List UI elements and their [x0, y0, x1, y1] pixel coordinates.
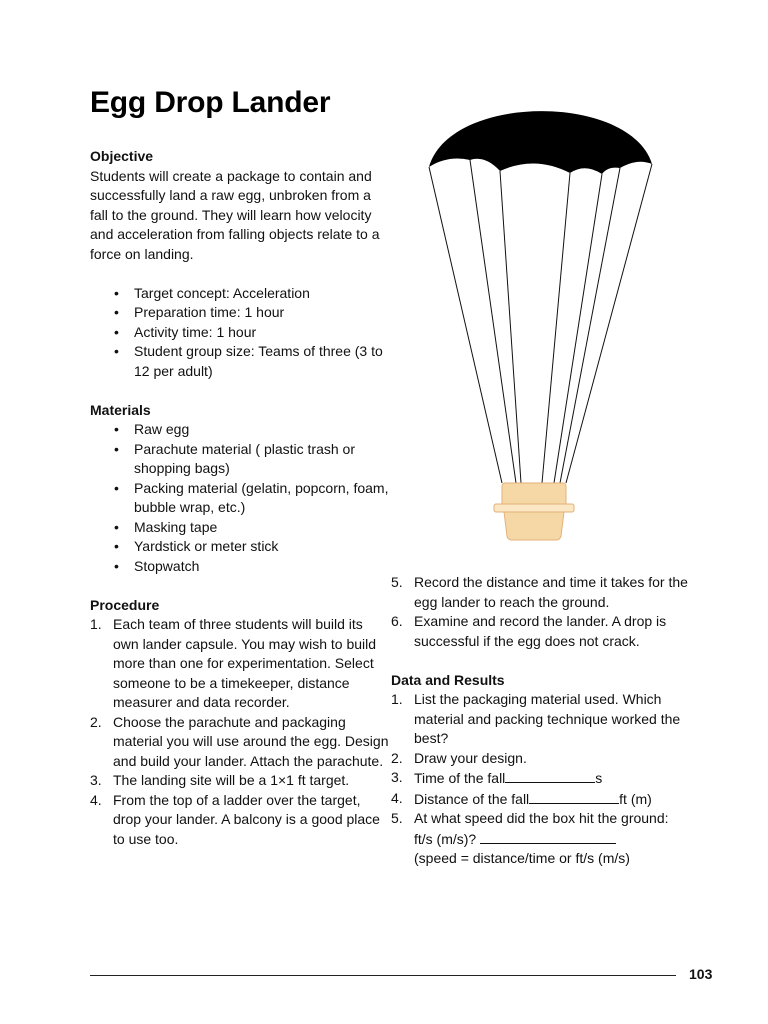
item-text: List the packaging material used. Which material and packing technique worked the best?: [414, 691, 681, 746]
item-number: 2.: [391, 749, 403, 766]
item-text: Draw your design.: [414, 749, 527, 766]
step-text: Each team of three students will build its own lander capsule. You may wish to build more than one for experimentation. Select someone to be a timekeeper, distance measurer and data recorder.: [113, 616, 377, 710]
list-item: • Packing material (gelatin, popcorn, foam, bubble wrap, etc.): [114, 479, 390, 518]
list-item: • Parachute material ( plastic trash or shopping bags): [114, 440, 390, 479]
procedure-step: [391, 573, 691, 612]
procedure-step: [90, 771, 390, 791]
list-item: • Yardstick or meter stick: [114, 537, 390, 557]
step-text: Choose the parachute and packaging material you will use around the egg. Design and build your lander. Attach the parachute.: [113, 713, 389, 769]
page-number: 103: [689, 966, 713, 982]
list-item: • Raw egg: [114, 420, 390, 440]
parachute-canopy: [429, 111, 652, 174]
result-item: [391, 690, 691, 749]
data-results-heading: Data and Results: [391, 671, 505, 688]
list-item: • Activity time: 1 hour: [114, 323, 390, 343]
list-item: • Preparation time: 1 hour: [114, 303, 390, 323]
lander-box-top: [502, 483, 566, 507]
item-number: 5.: [391, 810, 403, 826]
procedure-steps: [90, 615, 390, 849]
unit-label: ft (m): [619, 790, 652, 807]
item-number: 3.: [391, 769, 403, 785]
page-title: Egg Drop Lander: [90, 86, 331, 119]
item-text: At what speed did the box hit the ground:: [414, 810, 669, 826]
footer-rule: [90, 975, 676, 976]
lander-box-rim: [494, 504, 574, 512]
objective-bullets: [90, 284, 390, 382]
procedure-step: [391, 612, 691, 651]
procedure-step: [90, 791, 390, 850]
item-text: Distance of the fall: [414, 790, 530, 807]
lander-box-bottom: [504, 512, 564, 540]
step-number: 2.: [90, 713, 102, 730]
parachute-shroud-lines: [429, 160, 652, 483]
distance-blank[interactable]: [529, 789, 619, 804]
step-number: 3.: [90, 772, 102, 788]
materials-heading: Materials: [90, 401, 151, 418]
step-text: From the top of a ladder over the target, drop your lander. A balcony is a good place to use too.: [113, 791, 380, 847]
objective-heading: Objective: [90, 148, 154, 164]
materials-list: [90, 420, 390, 576]
step-number: 4.: [90, 791, 102, 808]
result-item: [391, 809, 691, 869]
result-item: [391, 789, 691, 810]
item-text: Time of the fall: [414, 770, 506, 786]
item-text: (speed = distance/time or ft/s (m/s): [414, 850, 630, 866]
step-text: Examine and record the lander. A drop is successful if the egg does not crack.: [414, 613, 667, 649]
time-blank[interactable]: [505, 768, 595, 783]
list-item: • Student group size: Teams of three (3 to 12 per adult): [114, 342, 390, 381]
data-results-list: [391, 690, 691, 869]
unit-label: s: [595, 770, 603, 786]
list-item: • Target concept: Acceleration: [114, 284, 390, 304]
procedure-steps-continued: [391, 573, 691, 651]
left-column: [90, 147, 390, 849]
item-number: 4.: [391, 789, 403, 806]
step-number: 6.: [391, 613, 403, 629]
procedure-heading: Procedure: [90, 596, 160, 613]
step-number: 1.: [90, 616, 102, 632]
parachute-illustration: [420, 95, 660, 545]
step-text: The landing site will be a 1×1 ft target.: [113, 772, 350, 788]
result-item: [391, 749, 691, 769]
result-item: [391, 768, 691, 789]
right-column: [391, 573, 691, 869]
speed-blank[interactable]: [480, 829, 616, 844]
step-number: 5.: [391, 574, 403, 590]
item-text: ft/s (m/s)?: [414, 830, 477, 847]
step-text: Record the distance and time it takes for the egg lander to reach the ground.: [414, 574, 688, 610]
list-item: • Masking tape: [114, 518, 390, 538]
procedure-step: [90, 615, 390, 713]
item-number: 1.: [391, 691, 403, 707]
procedure-step: [90, 713, 390, 772]
list-item: • Stopwatch: [114, 557, 390, 577]
objective-text: Students will create a package to contain and successfully land a raw egg, unbroken from a fall to the ground. They will learn how velocity and acceleration from falling objects relate to a force on landing.: [90, 167, 380, 262]
